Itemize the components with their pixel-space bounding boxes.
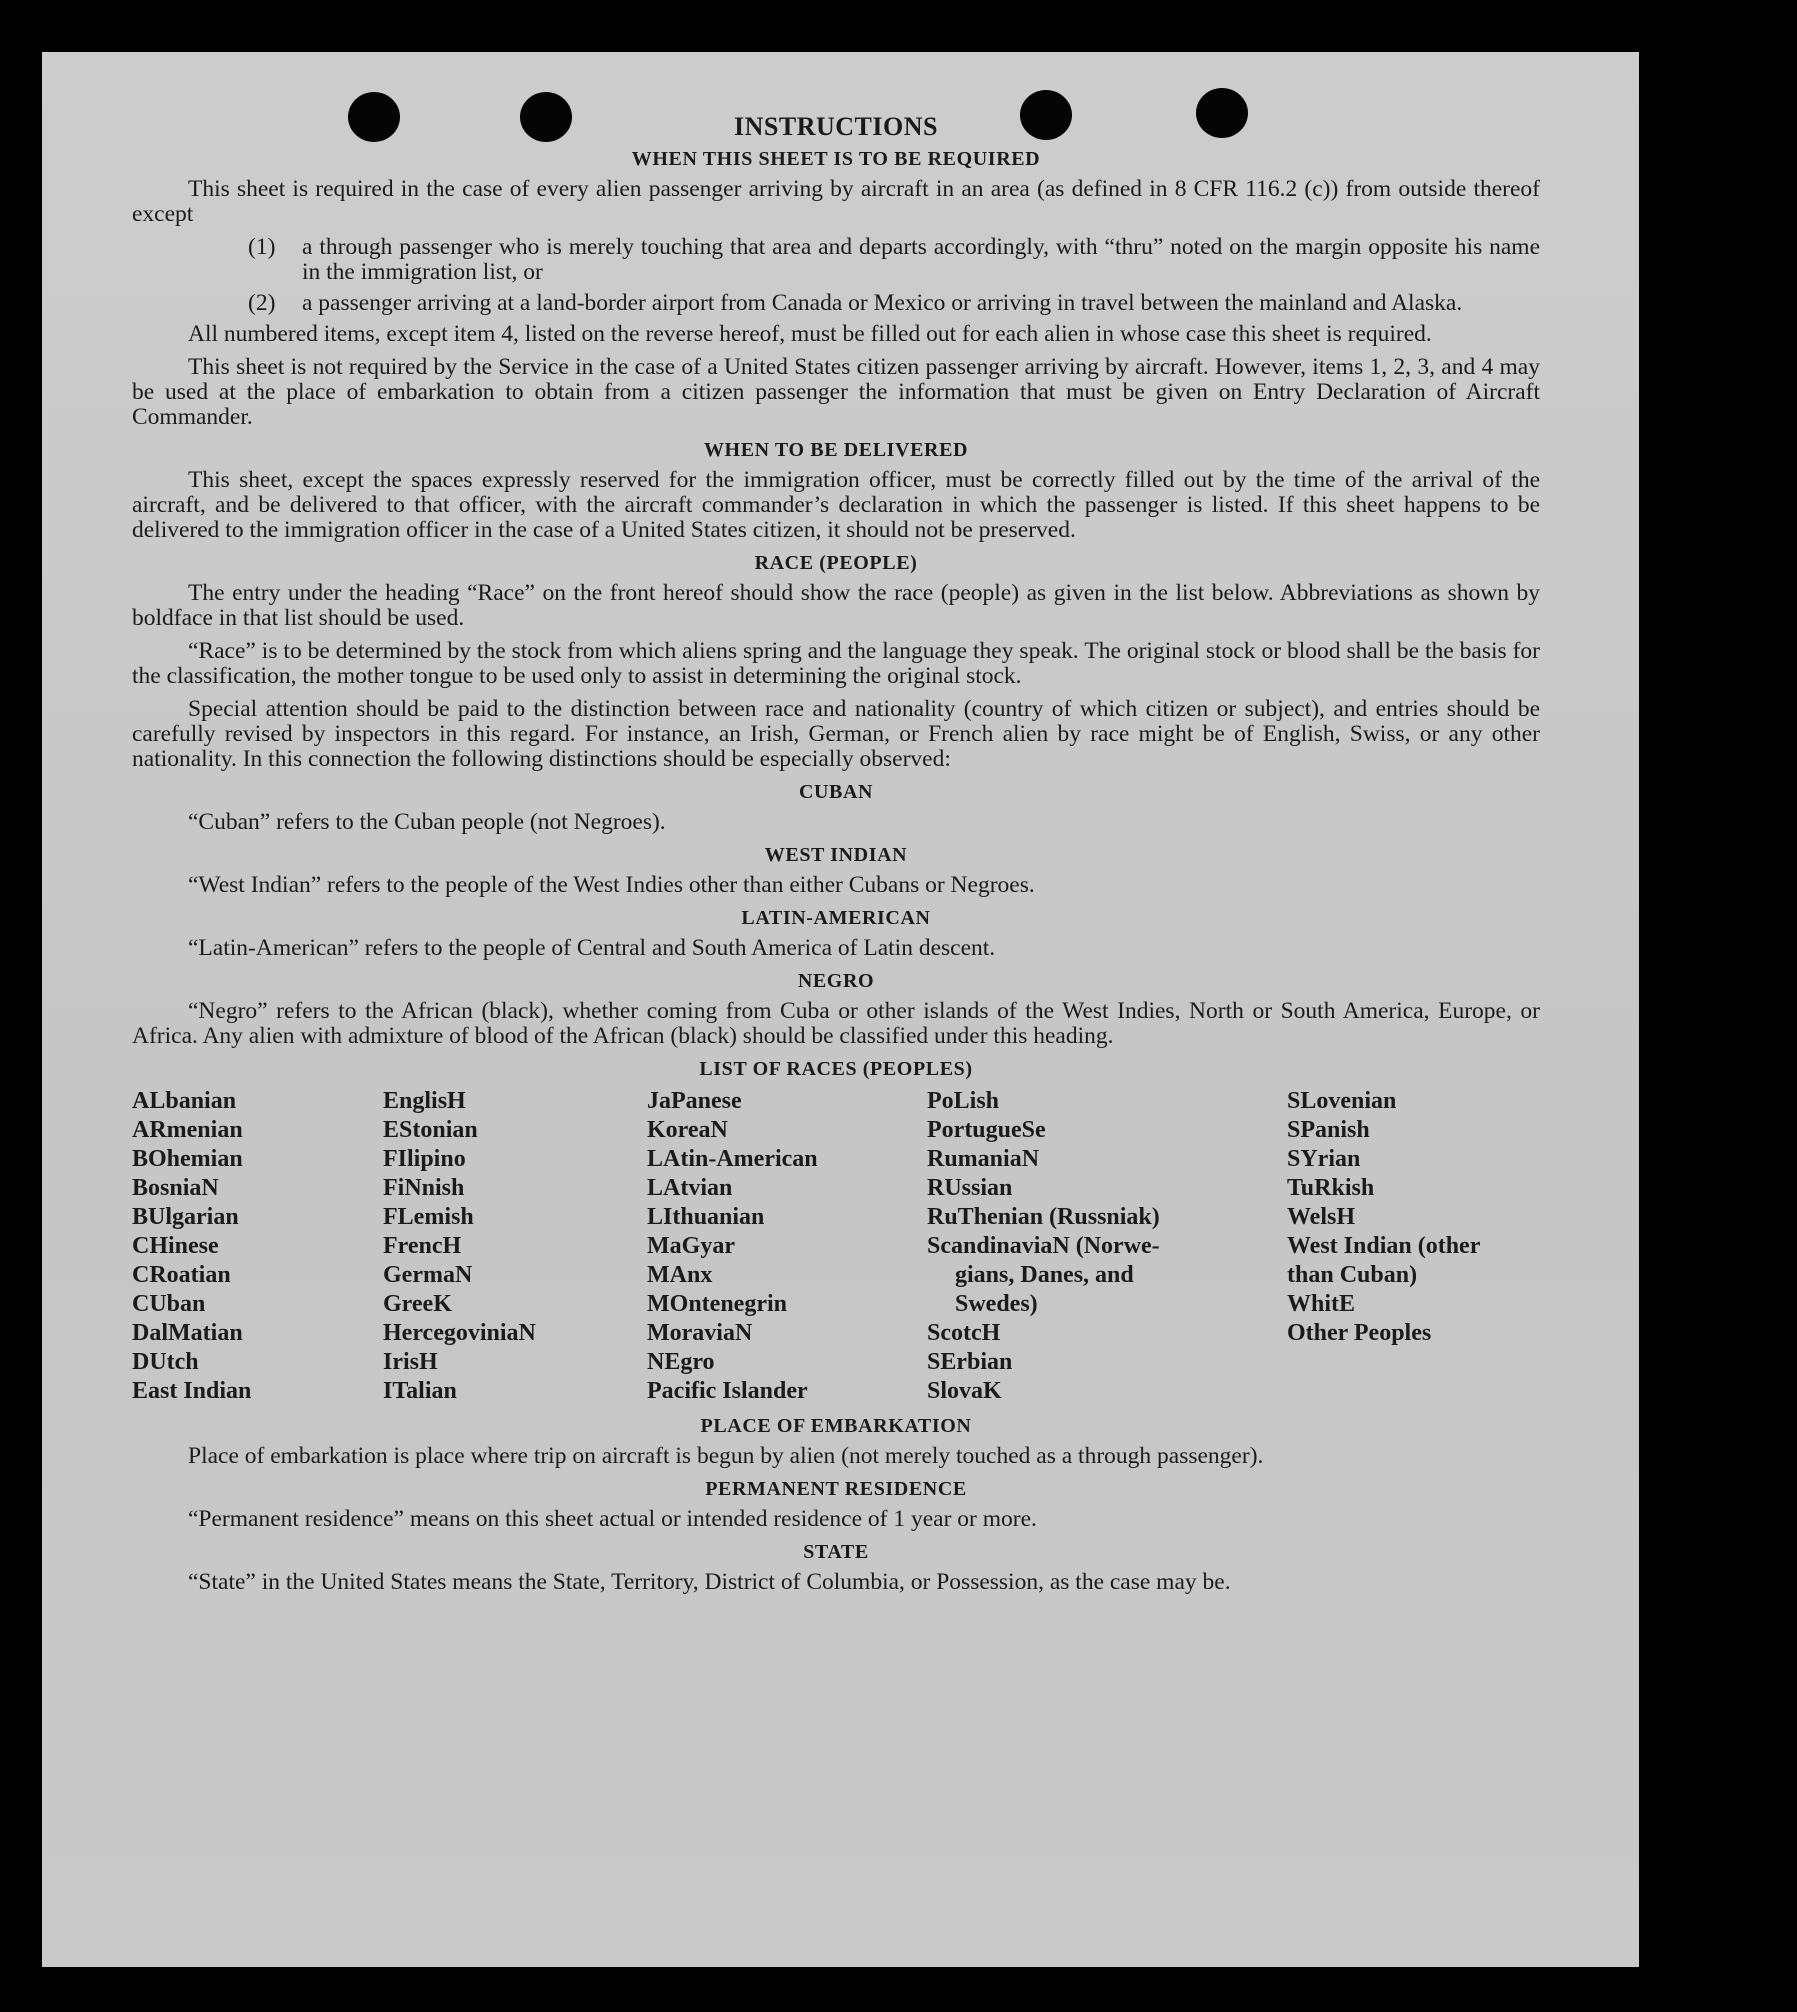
section-heading: WEST INDIAN	[764, 844, 908, 866]
race-item: KoreaN	[647, 1117, 728, 1143]
race-column	[383, 1087, 647, 1406]
race-item: RUssian	[927, 1175, 1013, 1201]
race-item: ScotcH	[927, 1320, 1001, 1346]
race-item: LIthuanian	[647, 1204, 765, 1230]
race-item: RumaniaN	[927, 1146, 1040, 1172]
race-item: ALbanian	[132, 1088, 237, 1114]
race-item: Other Peoples	[1287, 1320, 1432, 1346]
race-item: Swedes)	[955, 1291, 1038, 1317]
race-item: SLovenian	[1287, 1088, 1397, 1114]
race-item: CUban	[132, 1291, 206, 1317]
item-text: a through passenger who is merely touching that area and departs accordingly, with “thru” noted on the margin opposite his name in the immigration list, or	[302, 234, 1540, 285]
section-heading: PLACE OF EMBARKATION	[700, 1415, 972, 1437]
section-heading: LIST OF RACES (PEOPLES)	[699, 1058, 973, 1080]
paragraph: The entry under the heading “Race” on the front hereof should show the race (people) as given in the list below. Abbreviations as shown by boldface in that list should be used.	[132, 580, 1540, 631]
race-item: West Indian (other	[1287, 1233, 1481, 1259]
race-item: JaPanese	[647, 1088, 742, 1114]
paragraph: Place of embarkation is place where trip on aircraft is begun by alien (not merely touched as a through passenger).	[188, 1443, 1264, 1469]
race-item: CRoatian	[132, 1262, 231, 1288]
race-item: ITalian	[383, 1378, 457, 1404]
paragraph: “State” in the United States means the State, Territory, District of Columbia, or Possession, as the case may be.	[188, 1569, 1231, 1595]
race-item: PortugueSe	[927, 1117, 1046, 1143]
race-item: CHinese	[132, 1233, 219, 1259]
paragraph: “Negro” refers to the African (black), whether coming from Cuba or other islands of the West Indies, North or South America, Europe, or Africa. Any alien with admixture of blood of the African (black) should be classified under this heading.	[132, 998, 1540, 1049]
section-heading: STATE	[803, 1541, 869, 1563]
exception-item	[248, 291, 1540, 316]
race-item: ARmenian	[132, 1117, 243, 1143]
race-item: MaGyar	[647, 1233, 735, 1259]
exception-item	[248, 235, 1540, 285]
section-heading: LATIN-AMERICAN	[741, 907, 931, 929]
document-page	[42, 52, 1639, 1967]
race-item: SlovaK	[927, 1378, 1002, 1404]
race-column	[132, 1087, 383, 1406]
race-column	[927, 1087, 1287, 1406]
race-item: IrisH	[383, 1349, 438, 1375]
paragraph: “Permanent residence” means on this sheet actual or intended residence of 1 year or more.	[188, 1506, 1037, 1532]
item-number: (2)	[248, 290, 276, 316]
paragraph: “West Indian” refers to the people of the West Indies other than either Cubans or Negroes.	[188, 872, 1035, 898]
race-item: BosniaN	[132, 1175, 219, 1201]
race-item: HercegoviniaN	[383, 1320, 536, 1346]
section-heading: WHEN THIS SHEET IS TO BE REQUIRED	[631, 148, 1041, 170]
race-item: LAtin-American	[647, 1146, 818, 1172]
race-item: SPanish	[1287, 1117, 1370, 1143]
race-item: DUtch	[132, 1349, 199, 1375]
paragraph: This sheet is required in the case of every alien passenger arriving by aircraft in an area (as defined in 8 CFR 116.2 (c)) from outside thereof except	[132, 176, 1540, 227]
race-item: RuThenian (Russniak)	[927, 1204, 1160, 1230]
race-item: FIlipino	[383, 1146, 466, 1172]
race-item: FrencH	[383, 1233, 462, 1259]
paragraph: “Race” is to be determined by the stock from which aliens spring and the language they speak. The original stock or blood shall be the basis for the classification, the mother tongue to be used only to assist in determining the original stock.	[132, 638, 1540, 689]
race-item: LAtvian	[647, 1175, 733, 1201]
section-heading: CUBAN	[798, 781, 874, 803]
race-item: Pacific Islander	[647, 1378, 808, 1404]
race-item: SYrian	[1287, 1146, 1361, 1172]
race-item: BUlgarian	[132, 1204, 239, 1230]
race-item: WelsH	[1287, 1204, 1356, 1230]
paragraph: Special attention should be paid to the distinction between race and nationality (country of which citizen or subject), and entries should be carefully revised by inspectors in this regard. For instance, an Irish, German, or French alien by race might be of English, Swiss, or any other nationality. In this connection the following distinctions should be especially observed:	[132, 696, 1540, 772]
race-item: GreeK	[383, 1291, 452, 1317]
instructions-content	[132, 114, 1540, 1603]
race-item: BOhemian	[132, 1146, 243, 1172]
paragraph: This sheet, except the spaces expressly reserved for the immigration officer, must be correctly filled out by the time of the arrival of the aircraft, and be delivered to that officer, with the aircraft commander’s declaration in which the passenger is listed. If this sheet happens to be delivered to the immigration officer in the case of a United States citizen, it should not be preserved.	[132, 467, 1540, 543]
paragraph: This sheet is not required by the Service in the case of a United States citizen passenger arriving by aircraft. However, items 1, 2, 3, and 4 may be used at the place of embarkation to obtain from a citizen passenger the information that must be given on Entry Declaration of Aircraft Commander.	[132, 354, 1540, 430]
race-item: EStonian	[383, 1117, 478, 1143]
race-item: NEgro	[647, 1349, 715, 1375]
paragraph: All numbered items, except item 4, listed on the reverse hereof, must be filled out for each alien in whose case this sheet is required.	[188, 321, 1432, 347]
section-heading: NEGRO	[797, 970, 875, 992]
race-item: MAnx	[647, 1262, 713, 1288]
race-item: DalMatian	[132, 1320, 243, 1346]
race-item: GermaN	[383, 1262, 473, 1288]
paragraph: “Cuban” refers to the Cuban people (not Negroes).	[188, 809, 666, 835]
race-column	[1287, 1087, 1540, 1406]
race-item: East Indian	[132, 1378, 252, 1404]
page-title: INSTRUCTIONS	[734, 112, 938, 141]
race-item: PoLish	[927, 1088, 1000, 1114]
race-item: WhitE	[1287, 1291, 1356, 1317]
item-number: (1)	[248, 234, 276, 260]
race-item: TuRkish	[1287, 1175, 1375, 1201]
race-item: SErbian	[927, 1349, 1013, 1375]
paragraph: “Latin-American” refers to the people of Central and South America of Latin descent.	[188, 935, 996, 961]
race-item: FiNnish	[383, 1175, 465, 1201]
race-item: EnglisH	[383, 1088, 466, 1114]
race-item: MOntenegrin	[647, 1291, 787, 1317]
race-item: ScandinaviaN (Norwe-	[927, 1233, 1160, 1259]
section-heading: PERMANENT RESIDENCE	[705, 1478, 967, 1500]
race-item: FLemish	[383, 1204, 474, 1230]
race-item: gians, Danes, and	[955, 1262, 1134, 1288]
race-item: than Cuban)	[1287, 1262, 1418, 1288]
section-heading: WHEN TO BE DELIVERED	[703, 439, 969, 461]
item-text: a passenger arriving at a land-border airport from Canada or Mexico or arriving in travel between the mainland and Alaska.	[302, 290, 1463, 316]
race-list	[132, 1087, 1540, 1406]
section-heading: RACE (PEOPLE)	[754, 552, 918, 574]
race-item: MoraviaN	[647, 1320, 753, 1346]
race-column	[647, 1087, 927, 1406]
